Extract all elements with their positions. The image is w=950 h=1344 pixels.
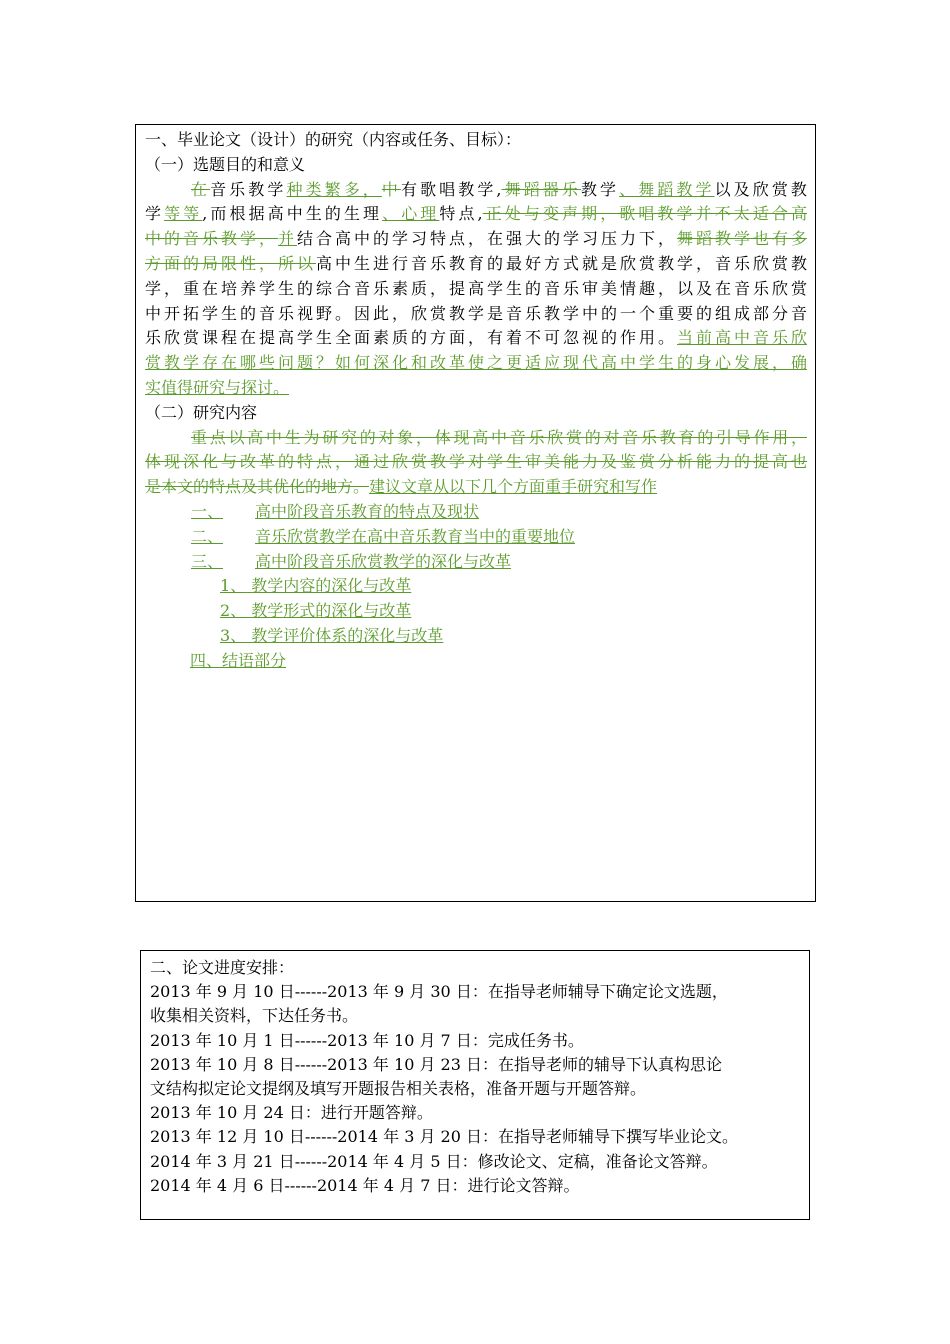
para1-line2: 学等等,而根据高中生的生理、心理特点,正处与变声期，歌唱教学并不太适合高 xyxy=(145,204,807,224)
schedule-line: 2013 年 12 月 10 日------2014 年 3 月 20 日：在指导老师辅导下撰写毕业论文。 xyxy=(150,1127,738,1147)
schedule-line: 2013 年 10 月 24 日：进行开题答辩。 xyxy=(150,1103,433,1123)
schedule-line: 2013 年 9 月 10 日------2013 年 9 月 30 日：在指导老师辅导下确定论文选题， xyxy=(150,982,728,1002)
para2-line2: 体现深化与改革的特点，通过欣赏教学对学生审美能力及鉴赏分析能力的提高也 xyxy=(145,452,807,472)
section1-sub2: （二）研究内容 xyxy=(145,402,258,422)
schedule-line: 2014 年 3 月 21 日------2014 年 4 月 5 日：修改论文、定稿，准备论文答辩。 xyxy=(150,1151,718,1171)
para1-line3: 中的音乐教学，并结合高中的学习特点，在强大的学习压力下，舞蹈教学也有多 xyxy=(145,229,807,249)
conclusion-item: 四、结语部分 xyxy=(190,650,287,670)
para2-line1: 重点以高中生为研究的对象，体现高中音乐欣赏的对音乐教育的引导作用， xyxy=(191,427,807,447)
para1-line1: 在音乐教学种类繁多，中有歌唱教学,舞蹈器乐教学、舞蹈教学以及欣赏教 xyxy=(191,179,807,199)
section1-sub1: （一）选题目的和意义 xyxy=(145,154,306,174)
para1-line7: 乐欣赏课程在提高学生全面素质的方面，有着不可忽视的作用。当前高中音乐欣 xyxy=(145,328,807,348)
schedule-line: 收集相关资料，下达任务书。 xyxy=(150,1006,359,1026)
para1-line8: 赏教学存在哪些问题？如何深化和改革使之更适应现代高中学生的身心发展，确 xyxy=(145,353,807,373)
section1-heading: 一、毕业论文（设计）的研究（内容或任务、目标）： xyxy=(145,130,522,149)
para2-line3: 是本文的特点及其优化的地方。建议文章从以下几个方面重手研究和写作 xyxy=(145,477,658,497)
research-content-box xyxy=(135,124,816,902)
schedule-line: 2014 年 4 月 6 日------2014 年 4 月 7 日：进行论文答辩。 xyxy=(150,1175,580,1195)
outline-item-3: 三、 高中阶段音乐欣赏教学的深化与改革 xyxy=(191,551,512,571)
outline-item-1: 一、 高中阶段音乐教育的特点及现状 xyxy=(191,501,480,521)
schedule-line: 文结构拟定论文提纲及填写开题报告相关表格，准备开题与开题答辩。 xyxy=(150,1078,647,1098)
section2-heading: 二、论文进度安排： xyxy=(150,958,295,977)
para1-line5: 学，重在培养学生的综合音乐素质，提高学生的音乐审美情趣，以及在音乐欣赏 xyxy=(145,278,807,298)
para1-line6: 中开拓学生的音乐视野。因此，欣赏教学是音乐教学中的一个重要的组成部分音 xyxy=(145,303,807,323)
schedule-line: 2013 年 10 月 8 日------2013 年 10 月 23 日：在指导老师的辅导下认真构思论 xyxy=(150,1054,722,1074)
outline-item-2: 二、 音乐欣赏教学在高中音乐教育当中的重要地位 xyxy=(191,526,576,546)
para1-line9: 实值得研究与探讨。 xyxy=(145,377,290,397)
para1-line4: 方面的局限性，所以高中生进行音乐教育的最好方式就是欣赏教学，音乐欣赏教 xyxy=(145,253,807,273)
suboutline-item-2: 2、 教学形式的深化与改革 xyxy=(220,601,412,621)
schedule-box xyxy=(140,950,810,1220)
schedule-line: 2013 年 10 月 1 日------2013 年 10 月 7 日：完成任务书。 xyxy=(150,1030,584,1050)
suboutline-item-1: 1、 教学内容的深化与改革 xyxy=(220,576,412,596)
suboutline-item-3: 3、 教学评价体系的深化与改革 xyxy=(220,625,444,645)
